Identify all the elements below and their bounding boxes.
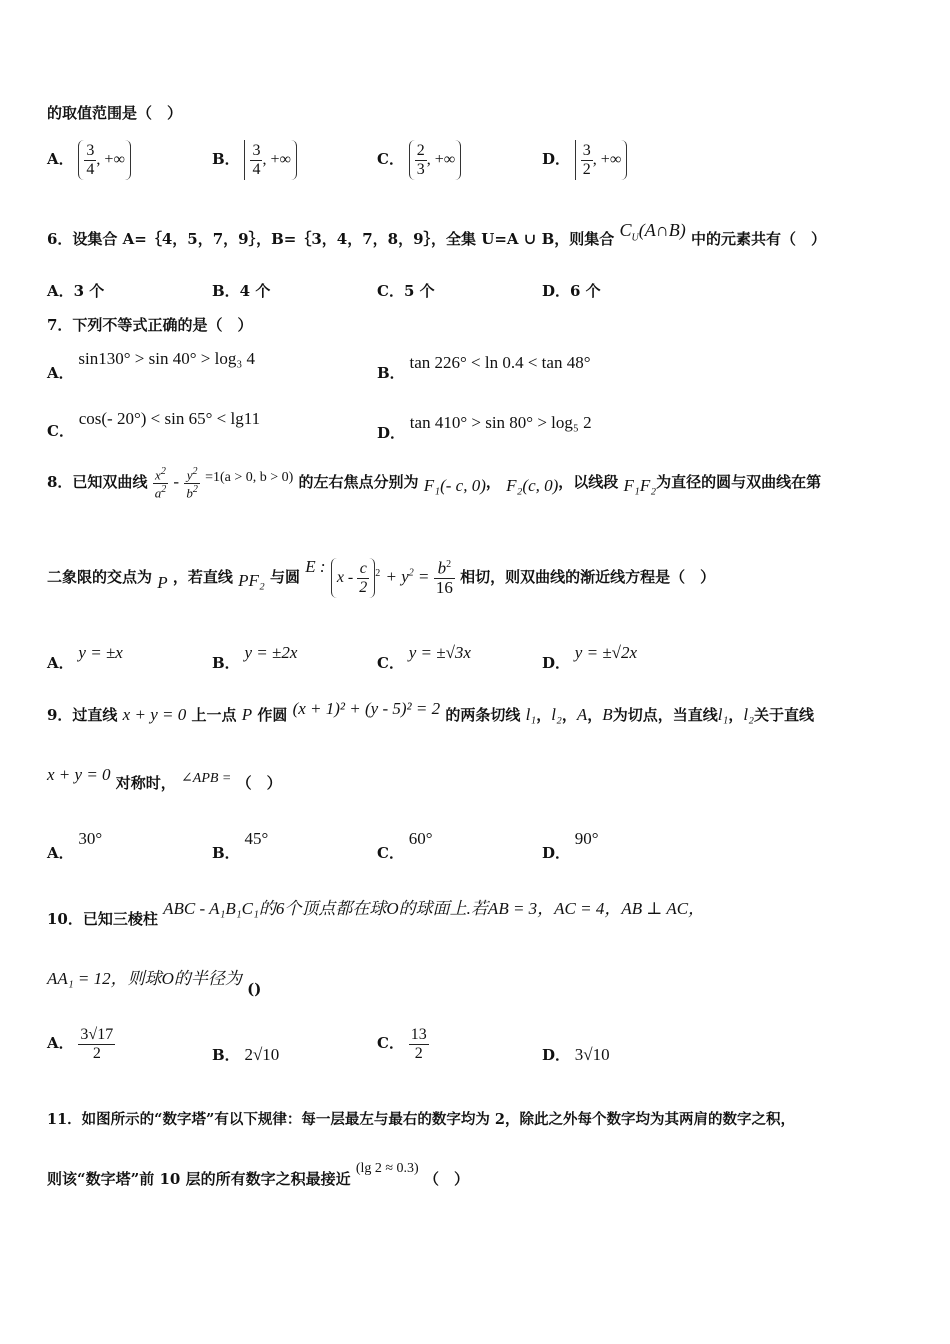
q9-option-label: B． [212, 844, 240, 862]
q9-option-expr: 45° [244, 829, 269, 848]
q9-option-expr: 30° [78, 829, 103, 848]
q5-option-c[interactable] [377, 140, 461, 180]
q9-line-eq: x + y = 0 [122, 705, 187, 724]
q8-line2-a: 二象限的交点为 [47, 568, 153, 587]
q8-line2-c: 与圆 [270, 568, 301, 587]
q8-option-c[interactable] [377, 642, 471, 672]
q11-stem-line2 [47, 1161, 469, 1189]
q9-option-b[interactable] [212, 828, 269, 862]
q7-option-c[interactable] [47, 408, 261, 440]
q6-option-d[interactable]: D．6 个 [542, 282, 601, 300]
q8-option-expr: y = ±x [78, 643, 123, 662]
q8-circle-paren: x - $\frac{c}{2}$ [331, 558, 375, 598]
q8-line-pf2: PF₂ [238, 571, 265, 591]
q10-option-expr: 3√10 [574, 1045, 610, 1064]
q9-point-a: A [576, 705, 588, 724]
q5-option-a[interactable] [47, 140, 131, 180]
q5-option-interval: $\frac{3}{2}$ , +∞ [575, 140, 627, 180]
q7-option-expr: cos(- 20°) < sin 65° < lg11 [78, 409, 261, 428]
q6-option-b[interactable]: B．4 个 [212, 282, 271, 300]
q7-option-b[interactable] [377, 352, 591, 382]
q10-option-label: C． [377, 1034, 404, 1053]
q10-option-fraction: $\frac{3√17}{2}$ [80, 1026, 114, 1062]
q8-stem-line1: 8．已知双曲线 $\frac{x^2}{a^2}$ - $\frac{y^2}{b^2}$ =1(a > 0, b > 0) 的左右焦点分别为 F₁(- c, 0)， F₂(c, 0)，以线段 F₁F₂为直径的圆与双曲线在第 [47, 466, 822, 500]
q9-stem-e: 为切点，当直线 [612, 706, 718, 724]
q9-option-expr: 60° [408, 829, 433, 848]
q5-option-label: C． [377, 150, 404, 169]
q8-option-label: D． [542, 654, 571, 672]
q7-option-label: A． [47, 364, 74, 382]
q8-circle-label: E : [305, 557, 326, 577]
q8-line2-d: 相切，则双曲线的渐近线方程是（ ） [460, 568, 716, 587]
q8-option-label: B． [212, 654, 240, 672]
q5-option-label: B． [212, 150, 240, 169]
q9-stem-f: 关于直线 [754, 706, 815, 724]
q10-stem-expr: ABC - A₁B₁C₁的6个顶点都在球O的球面上.若AB = 3，AC = 4，AB ⊥ AC， [163, 899, 706, 918]
q8-option-d[interactable] [542, 642, 638, 672]
q7-stem: 7．下列不等式正确的是（ ） [47, 316, 253, 334]
q5-option-d[interactable] [542, 140, 627, 180]
q7-option-label: C． [47, 422, 74, 440]
q10-option-d[interactable] [542, 1044, 610, 1065]
q8-focus-f1: F₁(- c, 0) [423, 476, 486, 496]
q10-option-c[interactable] [377, 1026, 429, 1062]
q10-option-label: B． [212, 1046, 240, 1064]
q11-line2: 则该“数字塔”前 10 层的所有数字之积最接近 [47, 1170, 351, 1188]
q10-option-expr: 2√10 [244, 1045, 280, 1064]
q9-tangent-l1: l₁ [525, 705, 537, 724]
q9-stem-d: 的两条切线 [445, 706, 521, 724]
q9-line2-b: 对称时， [115, 774, 176, 792]
q10-option-label: A． [47, 1034, 74, 1053]
q9-line2-eq: x + y = 0 [47, 765, 111, 784]
q8-focus-f2: F₂(c, 0) [506, 476, 559, 496]
q8-equation-tail: =1(a > 0, b > 0) [205, 470, 294, 486]
q9-option-expr: 90° [574, 829, 599, 848]
q8-option-b[interactable] [212, 642, 298, 672]
q6-stem-line [47, 220, 826, 252]
q10-stem-line1 [47, 894, 706, 928]
q9-stem-c: 作圆 [257, 706, 288, 724]
q6-option-c[interactable]: C．5 个 [377, 282, 435, 300]
q5-option-label: D． [542, 150, 571, 169]
q8-option-a[interactable] [47, 642, 123, 672]
q6-complement-expr: $C_U(A\cap B)$ [619, 220, 686, 244]
q9-tangent-l2: l₂ [551, 705, 562, 724]
q8-option-expr: y = ±2x [244, 643, 298, 662]
q10-option-b[interactable] [212, 1044, 279, 1065]
q9-stem-b: 上一点 [191, 706, 237, 724]
q9-option-c[interactable] [377, 828, 433, 862]
q6-option-a[interactable]: A．3 个 [47, 282, 105, 300]
q8-option-label: C． [377, 654, 404, 672]
q6-stem-tail: 中的元素共有（ ） [690, 230, 826, 248]
q6-stem: 6．设集合 A=｛4，5，7，9｝，B=｛3，4，7，8，9｝，全集 U=A ∪ B，则集合 [47, 230, 615, 248]
q9-option-label: C． [377, 844, 404, 862]
q5-option-interval: $\frac{3}{4}$ , +∞ [244, 140, 296, 180]
q7-option-label: D． [377, 424, 406, 442]
q8-stem-a: 8．已知双曲线 [47, 473, 148, 492]
q10-option-fraction: $\frac{13}{2}$ [410, 1026, 427, 1062]
q8-stem-line2: 二象限的交点为 P ，若直线 PF₂ 与圆 E : x - $\frac{c}{2}$ $^2 + y^2$ = $\frac{b^2}{16}$ 相切，则双曲线的渐近线方程是（ ） [47, 557, 716, 597]
q10-stem-a: 10．已知三棱柱 [47, 910, 158, 928]
q7-option-a[interactable] [47, 348, 256, 382]
q8-fraction-y: $\frac{y^2}{b^2}$ [186, 466, 198, 500]
q9-stem-a: 9．过直线 [47, 706, 118, 724]
q10-stem-line2 [47, 964, 262, 998]
q5-stem: 的取值范围是（ ） [47, 104, 183, 122]
q8-option-expr: y = ±√2x [574, 643, 638, 662]
q7-option-label: B． [377, 364, 405, 382]
q8-point-p: P [157, 573, 168, 593]
q9-line2-c: （ ） [236, 774, 282, 792]
q9-option-d[interactable] [542, 828, 599, 862]
q11-tail: （ ） [423, 1170, 469, 1188]
q7-option-expr: tan 226° < ln 0.4 < tan 48° [409, 353, 591, 372]
q8-line2-b: ，若直线 [172, 568, 233, 587]
q8-option-label: A． [47, 654, 74, 672]
q9-stem-line1: 9．过直线 x + y = 0 上一点 P 作圆 (x + 1)² + (y - 5)² = 2 的两条切线 l₁，l₂，A，B为切点，当直线l₁，l₂关于直线 [47, 699, 815, 724]
q5-option-b[interactable] [212, 140, 297, 180]
q8-fraction-x: $\frac{x^2}{a^2}$ [154, 466, 167, 500]
q7-option-expr: tan 410° > sin 80° > log₅ 2 [409, 413, 592, 432]
q9-point-p: P [241, 705, 253, 724]
q9-angle: ∠APB = [181, 771, 232, 786]
q8-option-expr: y = ±√3x [408, 643, 471, 662]
q8-stem-c: ，以线段 [558, 473, 619, 492]
q9-stem-line2 [47, 765, 282, 793]
q7-option-d[interactable] [377, 412, 592, 442]
q9-circle-eq: (x + 1)² + (y - 5)² = 2 [292, 699, 441, 718]
q9-option-a[interactable] [47, 828, 103, 862]
q5-option-label: A． [47, 150, 74, 169]
q9-option-label: A． [47, 844, 74, 862]
q9-option-label: D． [542, 844, 571, 862]
q8-circle-radius: $\frac{b^2}{16}$ [435, 558, 453, 597]
q5-option-interval: $\frac{3}{4}$ , +∞ [78, 140, 130, 180]
q10-line2-tail: () [247, 980, 262, 998]
q5-option-interval: $\frac{2}{3}$ , +∞ [409, 140, 461, 180]
q7-option-expr: sin130° > sin 40° > log₃ 4 [78, 349, 256, 368]
q10-option-a[interactable] [47, 1026, 115, 1062]
q11-stem: 11．如图所示的“数字塔”有以下规律：每一层最左与最右的数字均为 2，除此之外每个数字均为其两肩的数字之积， [47, 1111, 795, 1128]
q8-stem-b: 的左右焦点分别为 [298, 473, 419, 492]
q10-line2-expr: AA₁ = 12，则球O的半径为 [47, 969, 242, 988]
q10-option-label: D． [542, 1046, 571, 1064]
q8-stem-d: 为直径的圆与双曲线在第 [656, 473, 822, 492]
q8-segment: F₁F₂ [623, 476, 657, 496]
q11-hint: (lg 2 ≈ 0.3) [355, 1161, 419, 1176]
q9-point-b: B [602, 705, 613, 724]
